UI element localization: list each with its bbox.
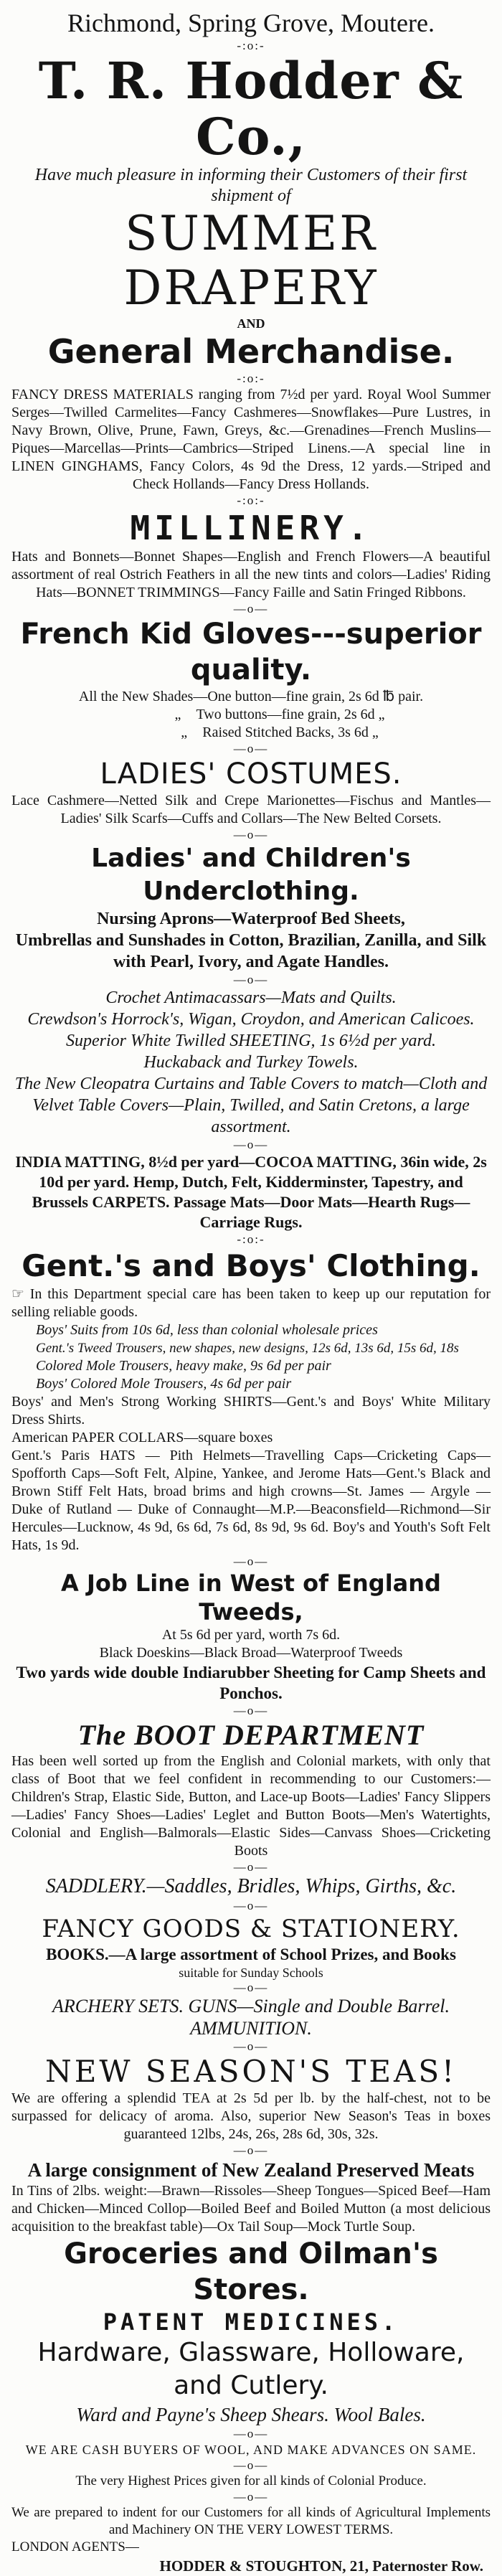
gents-intro bbox=[11, 1285, 491, 1321]
separator: —o— bbox=[233, 2143, 269, 2157]
curtains-line: The New Cleopatra Curtains and Table Covers to match—Cloth and Velvet Table Covers—Plain, Twilled, and Satin Cretons, a large assortment. bbox=[14, 1075, 488, 1136]
shears-line: Ward and Payne's Sheep Shears. Wool Bales. bbox=[76, 2404, 426, 2425]
separator: —o— bbox=[233, 742, 269, 755]
sheeting-line: Superior White Twilled SHEETING, 1s 6½d per yard. bbox=[66, 1032, 436, 1050]
separator: —o— bbox=[233, 1554, 269, 1568]
separator: -:o:- bbox=[237, 372, 265, 385]
wool-buyers-line: WE ARE CASH BUYERS OF WOOL, AND MAKE ADVANCES ON SAME. bbox=[25, 2443, 477, 2457]
matting-carpets-text: INDIA MATTING, 8½d per yard—COCOA MATTING, 36in wide, 2s 10d per yard. Hemp, Dutch, Felt, Kidderminster, Tapestry, and Brussels CARPETS. Passage Mats—Door Mats—Hearth Rugs—Carriage Rugs. bbox=[15, 1153, 487, 1231]
millinery-heading: MILLINERY. bbox=[130, 509, 372, 547]
costumes-heading: LADIES' COSTUMES. bbox=[100, 758, 402, 791]
separator: —o— bbox=[233, 1138, 269, 1151]
tweeds-heading: A Job Line in West of England Tweeds, bbox=[61, 1570, 441, 1626]
dress-materials-text: FANCY DRESS MATERIALS ranging from 7½d per yard. Royal Wool Summer Serges—Twilled Carmelites—Fancy Cashmeres—Snowflakes—Pure Lustres, in Navy Brown, Olive, Prune, Fawn, Greys, &c.—Grenadines—French Muslins—Piques—Marcellas—Prints—Cambrics—Striped Linens.—A special line in LINEN GINGHAMS, Fancy Colors, 4s 9d the Dress, 12 yards.—Striped and Check Hollands—Fancy Dress Hollands. bbox=[11, 387, 491, 492]
london-agents-name: HODDER & STOUGHTON, 21, Paternoster Row. bbox=[159, 2557, 483, 2575]
separator: —o— bbox=[233, 828, 269, 841]
hats-text: Gent.'s Paris HATS — Pith Helmets—Travelling Caps—Cricketing Caps—Spofforth Caps—Soft Felt, Alpine, Yankee, and Jerome Hats—Gent.'s Black and Brown Stiff Felt Hats, broad brims and high crowns—St. James — Argyle — Duke of Rutland — Duke of Connaught—M.P.—Beaconsfield—Richmond—Sir Hercules—Lucknow, 4s 9d, 6s 6d, 7s 6d, 8s 9d, 9s 6d. Boy's and Youth's Soft Felt Hats, 1s 9d. bbox=[11, 1448, 491, 1553]
groceries-heading: Groceries and Oilman's Stores. bbox=[64, 2237, 438, 2306]
separator: -:o:- bbox=[237, 39, 265, 52]
doeskins-line: Black Doeskins—Black Broad—Waterproof Tweeds bbox=[99, 1645, 403, 1661]
separator: —o— bbox=[233, 2039, 269, 2053]
ditto-mark: „ bbox=[174, 707, 181, 722]
teas-heading: NEW SEASON'S TEAS! bbox=[45, 2054, 457, 2089]
underclothing-heading: Ladies' and Children's Underclothing. bbox=[91, 844, 411, 906]
books-line: BOOKS.—A large assortment of School Prizes, and Books bbox=[46, 1945, 456, 1963]
separator: —o— bbox=[233, 602, 269, 615]
tweed-trousers-line: Gent.'s Tweed Trousers, new shapes, new designs, 12s 6d, 13s 6d, 15s 6d, 18s bbox=[36, 1341, 459, 1356]
calicoes-line: Crewdson's Horrock's, Wigan, Croydon, and American Calicoes. bbox=[27, 1010, 475, 1029]
fancy-goods-heading: FANCY GOODS & STATIONERY. bbox=[42, 1915, 460, 1943]
separator: —o— bbox=[233, 1981, 269, 1994]
preserved-meats-text: In Tins of 2lbs. weight:—Brawn—Rissoles—Sheep Tongues—Spiced Beef—Ham and Chicken—Minced Collop—Boiled Beef and Boiled Mutton (a most delicious acquisition to the breakfast table)—Ox Tail Soup—Mock Turtle Soup. bbox=[11, 2183, 491, 2235]
towels-line: Huckaback and Turkey Towels. bbox=[143, 1053, 359, 1072]
ammunition-line: AMMUNITION. bbox=[190, 2018, 312, 2039]
separator: —o— bbox=[233, 1860, 269, 1874]
boys-mole-trousers-line: Boys' Colored Mole Trousers, 4s 6d per pair bbox=[36, 1376, 292, 1392]
nursing-aprons-line: Nursing Aprons—Waterproof Bed Sheets, bbox=[97, 910, 405, 928]
gents-intro-text: In this Department special care has been taken to keep up our reputation for selling reliable goods. bbox=[11, 1286, 491, 1320]
separator: —o— bbox=[233, 2490, 269, 2504]
millinery-text: Hats and Bonnets—Bonnet Shapes—English and French Flowers—A beautiful assortment of real Ostrich Feathers in all the new tints and colors—Ladies' Riding Hats—BONNET TRIMMINGS—Fancy Faille and Satin Fringed Ribbons. bbox=[11, 549, 491, 600]
summer-drapery-heading: SUMMER DRAPERY bbox=[123, 206, 379, 316]
hardware-heading: Hardware, Glassware, Holloware, and Cutlery. bbox=[37, 2338, 465, 2400]
gloves-price-list bbox=[11, 688, 491, 742]
collars-text: American PAPER COLLARS—square boxes bbox=[11, 1430, 273, 1445]
saddlery-line: SADDLERY.—Saddles, Bridles, Whips, Girths, &c. bbox=[45, 1875, 457, 1897]
boys-suits-line: Boys' Suits from 10s 6d, less than colonial wholesale prices bbox=[36, 1322, 378, 1338]
antimacassars-line: Crochet Antimacassars—Mats and Quilts. bbox=[105, 989, 397, 1007]
boot-department-heading: The BOOT DEPARTMENT bbox=[77, 1719, 425, 1751]
gloves-row-text: Two buttons—fine grain, 2s 6d „ bbox=[196, 707, 385, 722]
separator: —o— bbox=[233, 2458, 269, 2472]
indiarubber-line: Two yards wide double Indiarubber Sheeting for Camp Sheets and Ponchos. bbox=[16, 1664, 486, 1702]
general-merchandise-heading: General Merchandise. bbox=[47, 332, 455, 371]
patent-medicines-heading: PATENT MEDICINES. bbox=[103, 2308, 399, 2336]
highest-prices-line: The very Highest Prices given for all kinds of Colonial Produce. bbox=[75, 2473, 427, 2488]
firm-name: T. R. Hodder & Co., bbox=[38, 51, 464, 166]
shirts-text: Boys' and Men's Strong Working SHIRTS—Gent.'s and Boys' White Military Dress Shirts. bbox=[11, 1394, 491, 1428]
archery-line: ARCHERY SETS. GUNS—Single and Double Barrel. bbox=[52, 1996, 450, 2016]
separator: —o— bbox=[233, 973, 269, 986]
costumes-text: Lace Cashmere—Netted Silk and Crepe Marionettes—Fischus and Mantles—Ladies' Silk Scarfs—Cuffs and Collars—The New Belted Corsets. bbox=[11, 793, 491, 826]
gloves-row bbox=[11, 688, 491, 706]
mole-trousers-line: Colored Mole Trousers, heavy make, 9s 6d per pair bbox=[36, 1358, 331, 1374]
indent-text: We are prepared to indent for our Customers for all kinds of Agricultural Implements and Machinery ON THE VERY LOWEST TERMS. bbox=[11, 2505, 491, 2537]
and-word: AND bbox=[237, 316, 265, 331]
separator: -:o:- bbox=[237, 1232, 265, 1246]
place-heading: Richmond, Spring Grove, Moutere. bbox=[67, 9, 435, 37]
gloves-row-text: All the New Shades—One button—fine grain, 2s 6d ℔ pair. bbox=[78, 689, 424, 704]
pointing-hand-icon: ☞ bbox=[11, 1286, 24, 1302]
separator: —o— bbox=[233, 1899, 269, 1912]
teas-text: We are offering a splendid TEA at 2s 5d per lb. by the half-chest, not to be surpassed for delicacy of aroma. Also, superior New Season's Teas in boxes guaranteed 12lbs, 24s, 26s, 28s 6d, 30s, 32s. bbox=[11, 2090, 491, 2142]
tweeds-price: At 5s 6d per yard, worth 7s 6d. bbox=[161, 1627, 341, 1643]
separator: —o— bbox=[233, 1704, 269, 1717]
gloves-row-text: Raised Stitched Backs, 3s 6d „ bbox=[202, 725, 379, 740]
gents-clothing-heading: Gent.'s and Boys' Clothing. bbox=[22, 1248, 480, 1283]
preserved-meats-heading: A large consignment of New Zealand Preserved Meats bbox=[27, 2159, 475, 2181]
london-agents-label: LONDON AGENTS— bbox=[11, 2539, 139, 2554]
boots-text: Has been well sorted up from the English and Colonial markets, with only that class of Boot that we feel confident in recommending to our Customers:—Children's Strap, Elastic Side, Button, and Lace-up Boots—Ladies' Fancy Slippers—Ladies' Fancy Shoes—Ladies' Leglet and Button Boots—Men's Watertights, Colonial and English—Balmorals—Elastic Sides—Canvass Shoes—Cricketing Boots bbox=[11, 1753, 491, 1859]
separator: —o— bbox=[233, 2427, 269, 2440]
books-sub-line: suitable for Sunday Schools bbox=[179, 1966, 323, 1980]
gloves-row bbox=[11, 724, 491, 742]
gloves-heading: French Kid Gloves---superior quality. bbox=[20, 618, 482, 687]
ditto-mark: „ bbox=[181, 725, 188, 740]
umbrellas-line: Umbrellas and Sunshades in Cotton, Brazilian, Zanilla, and Silk with Pearl, Ivory, and Agate Handles. bbox=[15, 931, 487, 971]
gloves-row bbox=[11, 706, 491, 724]
intro-text: Have much pleasure in informing their Customers of their first shipment of bbox=[34, 166, 468, 205]
separator: -:o:- bbox=[237, 494, 265, 507]
